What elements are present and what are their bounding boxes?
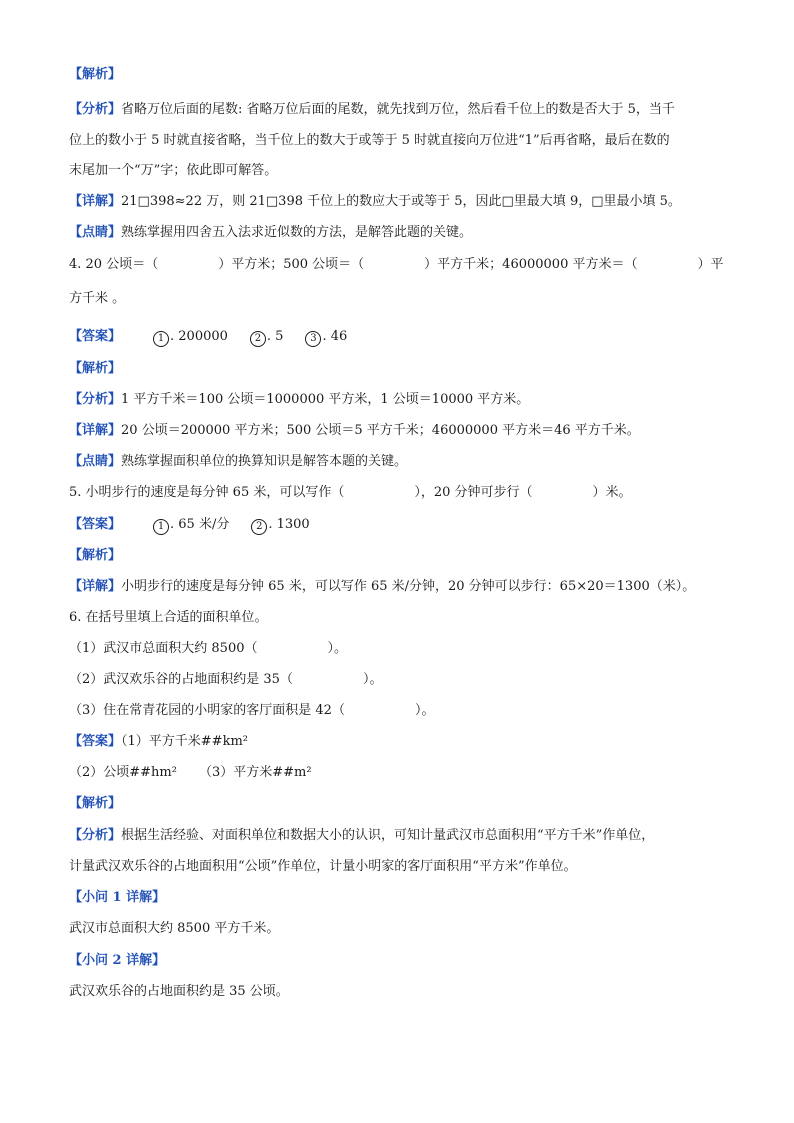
q6-sub3-b: ）。 <box>414 703 435 718</box>
q5-jiexi-heading <box>69 547 121 565</box>
q6-fenxi-line-1 <box>69 827 654 845</box>
dianjing-tag: 【点睛】 <box>69 454 122 469</box>
q6-xiaowen1-heading <box>69 889 165 907</box>
q4-jiexi-heading <box>69 360 121 378</box>
q3-fenxi-text-2: 位上的数小于 5 时就直接省略，当千位上的数大于或等于 5 时就直接向万位进“1”后再省略，最后在数的 <box>69 133 670 148</box>
answer-value-3: . 46 <box>322 329 348 344</box>
xiaowen1-tag: 【小问 1 详解】 <box>69 890 166 905</box>
q6-answer-line-1 <box>69 733 248 751</box>
q5-answer-line <box>69 516 310 535</box>
q4-dianjing-text: 熟练掌握面积单位的换算知识是解答本题的关键。 <box>121 454 408 469</box>
xiangjie-tag: 【详解】 <box>69 423 122 438</box>
answer-number-2: 2 <box>250 331 266 347</box>
answer-value-1: . 200000 <box>170 329 228 344</box>
xiaowen2-tag: 【小问 2 详解】 <box>69 953 166 968</box>
q5-stem-c: ）米。 <box>592 485 632 500</box>
q6-answer-1: （1）平方千米##km² <box>121 734 248 749</box>
q6-stem: 6. 在括号里填上合适的面积单位。 <box>69 610 268 625</box>
q5-stem-line <box>69 484 632 502</box>
q6-sub2-b: ）。 <box>362 672 383 687</box>
answer-value-2: . 1300 <box>268 517 310 532</box>
answer-number-1: 1 <box>153 331 169 347</box>
jiexi-tag: 【解析】 <box>69 67 122 82</box>
q6-sub1-line <box>69 640 347 658</box>
q6-sub3-a: （3）住在常青花园的小明家的客厅面积是 42（ <box>69 703 345 718</box>
q4-stem-c: ）平方千米；46000000 平方米＝（ <box>424 257 638 272</box>
q3-fenxi-line-2 <box>69 132 670 150</box>
q6-answer-line-2 <box>69 764 312 782</box>
q3-xiangjie-line <box>69 193 681 211</box>
q6-jiexi-heading <box>69 795 121 813</box>
fenxi-tag: 【分析】 <box>69 392 122 407</box>
q3-xiangjie-text: 21□398≈22 万，则 21□398 千位上的数应大于或等于 5，因此□里最大填 9，□里最小填 5。 <box>121 194 681 209</box>
q6-xiaowen2-heading <box>69 952 165 970</box>
q3-fenxi-text-3: 末尾加一个“万”字；依此即可解答。 <box>69 163 278 178</box>
q4-xiangjie-line <box>69 422 640 440</box>
jiexi-tag: 【解析】 <box>69 548 122 563</box>
q6-sub1-b: ）。 <box>327 641 348 656</box>
daan-tag: 【答案】 <box>69 517 122 532</box>
q6-sub1-a: （1）武汉市总面积大约 8500（ <box>69 641 258 656</box>
q3-fenxi-line-1 <box>69 101 675 119</box>
q4-answer-line <box>69 328 347 347</box>
q6-detail-1: 武汉市总面积大约 8500 平方千米。 <box>69 921 280 936</box>
daan-tag: 【答案】 <box>69 329 122 344</box>
q5-stem-b: ），20 分钟可步行（ <box>414 485 533 500</box>
jiexi-tag: 【解析】 <box>69 796 122 811</box>
q6-sub3-line <box>69 702 434 720</box>
q3-dianjing-text: 熟练掌握用四舍五入法求近似数的方法，是解答此题的关键。 <box>121 225 473 240</box>
q4-stem-2: 方千米 。 <box>69 291 126 306</box>
q4-stem-line-1 <box>69 256 724 274</box>
q5-xiangjie-text: 小明步行的速度是每分钟 65 米，可以写作 65 米/分钟，20 分钟可以步行：65×20＝1300（米）。 <box>121 579 696 594</box>
answer-number-3: 3 <box>305 331 321 347</box>
answer-value-1: . 65 米/分 <box>170 517 230 532</box>
q6-detail-1-line <box>69 920 279 938</box>
fenxi-tag: 【分析】 <box>69 102 122 117</box>
q4-stem-d: ）平 <box>697 257 724 272</box>
daan-tag: 【答案】 <box>69 734 122 749</box>
q3-fenxi-text-1: 省略万位后面的尾数: 省略万位后面的尾数，就先找到万位，然后看千位上的数是否大于 5，当千 <box>121 102 675 117</box>
q6-answer-3: （3）平方米##m² <box>198 765 312 780</box>
q4-fenxi-line <box>69 391 529 409</box>
jiexi-heading <box>69 66 121 84</box>
q5-xiangjie-line <box>69 578 695 596</box>
answer-number-2: 2 <box>251 519 267 535</box>
q6-stem-line <box>69 609 268 627</box>
xiangjie-tag: 【详解】 <box>69 194 122 209</box>
q5-stem-a: 5. 小明步行的速度是每分钟 65 米，可以写作（ <box>69 485 345 500</box>
q6-fenxi-text-1: 根据生活经验、对面积单位和数据大小的认识，可知计量武汉市总面积用“平方千米”作单位， <box>121 828 655 843</box>
q4-stem-b: ）平方米；500 公顷＝（ <box>218 257 365 272</box>
xiangjie-tag: 【详解】 <box>69 579 122 594</box>
q6-fenxi-text-2: 计量武汉欢乐谷的占地面积用“公顷”作单位，计量小明家的客厅面积用“平方米”作单位。 <box>69 859 577 874</box>
q6-detail-2-line <box>69 983 289 1001</box>
q3-fenxi-line-3 <box>69 162 277 180</box>
answer-value-2: . 5 <box>266 329 284 344</box>
q4-fenxi-text: 1 平方千米＝100 公顷＝1000000 平方米，1 公顷＝10000 平方米。 <box>121 392 530 407</box>
dianjing-tag: 【点睛】 <box>69 225 122 240</box>
q4-dianjing-line <box>69 453 407 471</box>
q6-detail-2: 武汉欢乐谷的占地面积约是 35 公顷。 <box>69 984 289 999</box>
q4-stem-line-2 <box>69 290 125 308</box>
q4-xiangjie-text: 20 公顷＝200000 平方米；500 公顷＝5 平方千米；46000000 平方米＝46 平方千米。 <box>121 423 640 438</box>
jiexi-tag: 【解析】 <box>69 361 122 376</box>
q6-sub2-line <box>69 671 382 689</box>
q4-stem-a: 4. 20 公顷＝（ <box>69 257 159 272</box>
q3-dianjing-line <box>69 224 472 242</box>
q6-sub2-a: （2）武汉欢乐谷的占地面积约是 35（ <box>69 672 293 687</box>
q6-fenxi-line-2 <box>69 858 577 876</box>
answer-number-1: 1 <box>153 519 169 535</box>
q6-answer-2: （2）公顷##hm² <box>69 765 177 780</box>
fenxi-tag: 【分析】 <box>69 828 122 843</box>
